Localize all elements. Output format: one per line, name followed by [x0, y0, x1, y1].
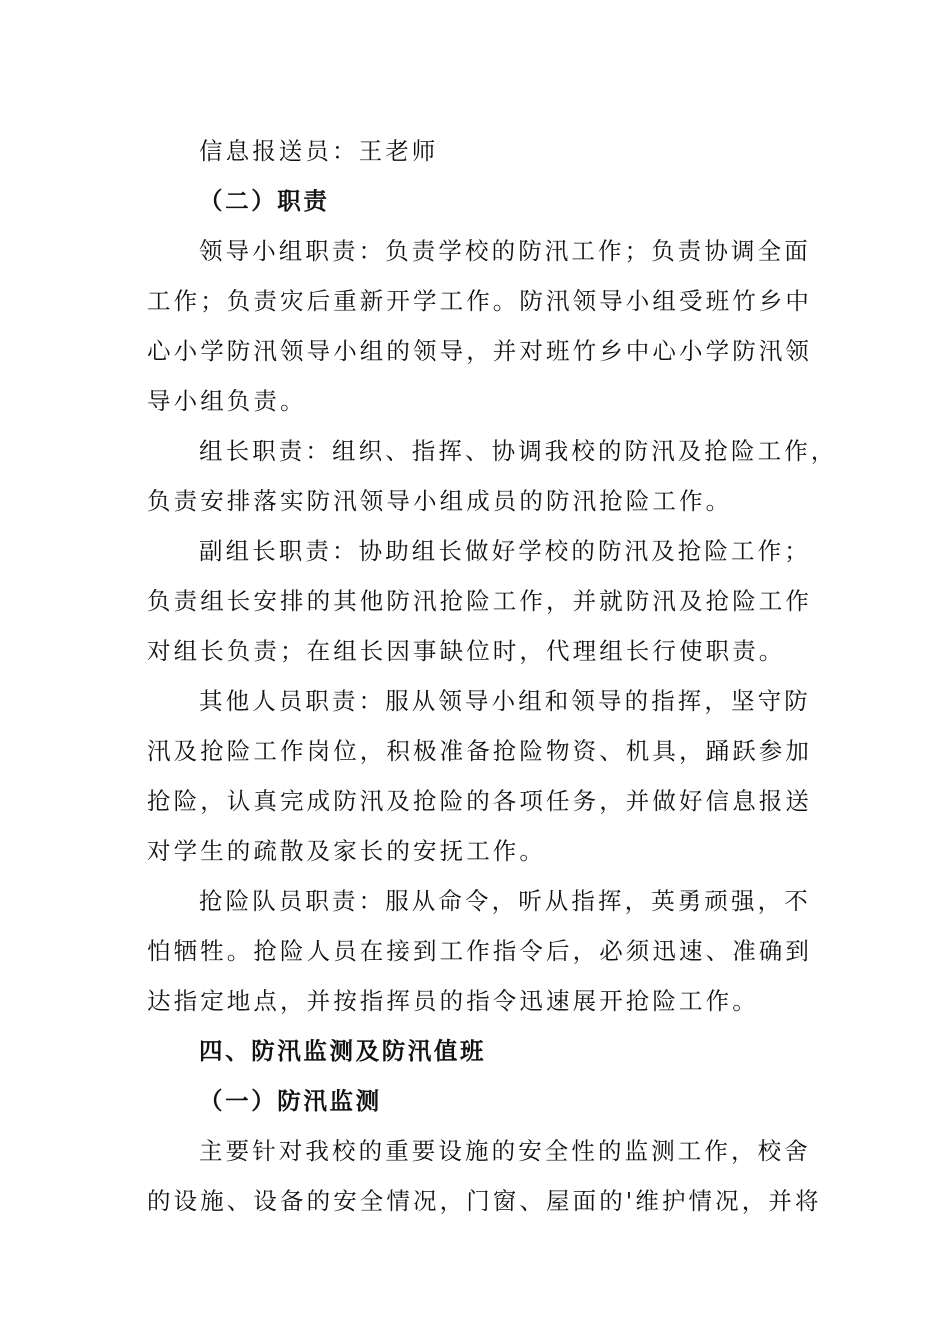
paragraph-monitoring-line-2: 的设施、设备的安全情况，门窗、屋面的'维护情况，并将 — [147, 1187, 822, 1215]
paragraph-rescue-line-1: 抢险队员职责：服从命令，听从指挥，英勇顽强，不 — [199, 887, 811, 915]
paragraph-leader-line-2: 负责安排落实防汛领导小组成员的防汛抢险工作。 — [147, 487, 733, 515]
paragraph-rescue-line-2: 怕牺牲。抢险人员在接到工作指令后，必须迅速、准确到 — [147, 937, 812, 965]
paragraph-leadership-line-4: 导小组负责。 — [147, 387, 307, 415]
paragraph-rescue-line-3: 达指定地点，并按指挥员的指令迅速展开抢险工作。 — [147, 987, 759, 1015]
paragraph-leadership-line-1: 领导小组职责：负责学校的防汛工作；负责协调全面 — [199, 237, 811, 265]
info-reporter-line: 信息报送员：王老师 — [199, 137, 439, 165]
paragraph-deputy-line-3: 对组长负责；在组长因事缺位时，代理组长行使职责。 — [147, 637, 786, 665]
paragraph-others-line-1: 其他人员职责：服从领导小组和领导的指挥，坚守防 — [199, 687, 811, 715]
paragraph-deputy-line-2: 负责组长安排的其他防汛抢险工作，并就防汛及抢险工作 — [147, 587, 812, 615]
paragraph-others-line-4: 对学生的疏散及家长的安抚工作。 — [147, 837, 546, 865]
document-body — [147, 126, 838, 1226]
paragraph-others-line-3: 抢险，认真完成防汛及抢险的各项任务，并做好信息报送 — [147, 787, 812, 815]
paragraph-leadership-line-2: 工作；负责灾后重新开学工作。防汛领导小组受班竹乡中 — [147, 287, 812, 315]
subsection-heading-monitoring: （一）防汛监测 — [199, 1087, 382, 1115]
section-heading-monitoring-duty: 四、防汛监测及防汛值班 — [199, 1037, 487, 1065]
paragraph-leadership-line-3: 心小学防汛领导小组的领导，并对班竹乡中心小学防汛领 — [147, 337, 812, 365]
paragraph-deputy-line-1: 副组长职责：协助组长做好学校的防汛及抢险工作； — [199, 537, 811, 565]
paragraph-others-line-2: 汛及抢险工作岗位，积极准备抢险物资、机具，踊跃参加 — [147, 737, 812, 765]
paragraph-leader-line-1: 组长职责：组织、指挥、协调我校的防汛及抢险工作， — [199, 437, 838, 465]
paragraph-monitoring-line-1: 主要针对我校的重要设施的安全性的监测工作，校舍 — [199, 1137, 811, 1165]
section-heading-duties: （二）职责 — [199, 187, 330, 215]
